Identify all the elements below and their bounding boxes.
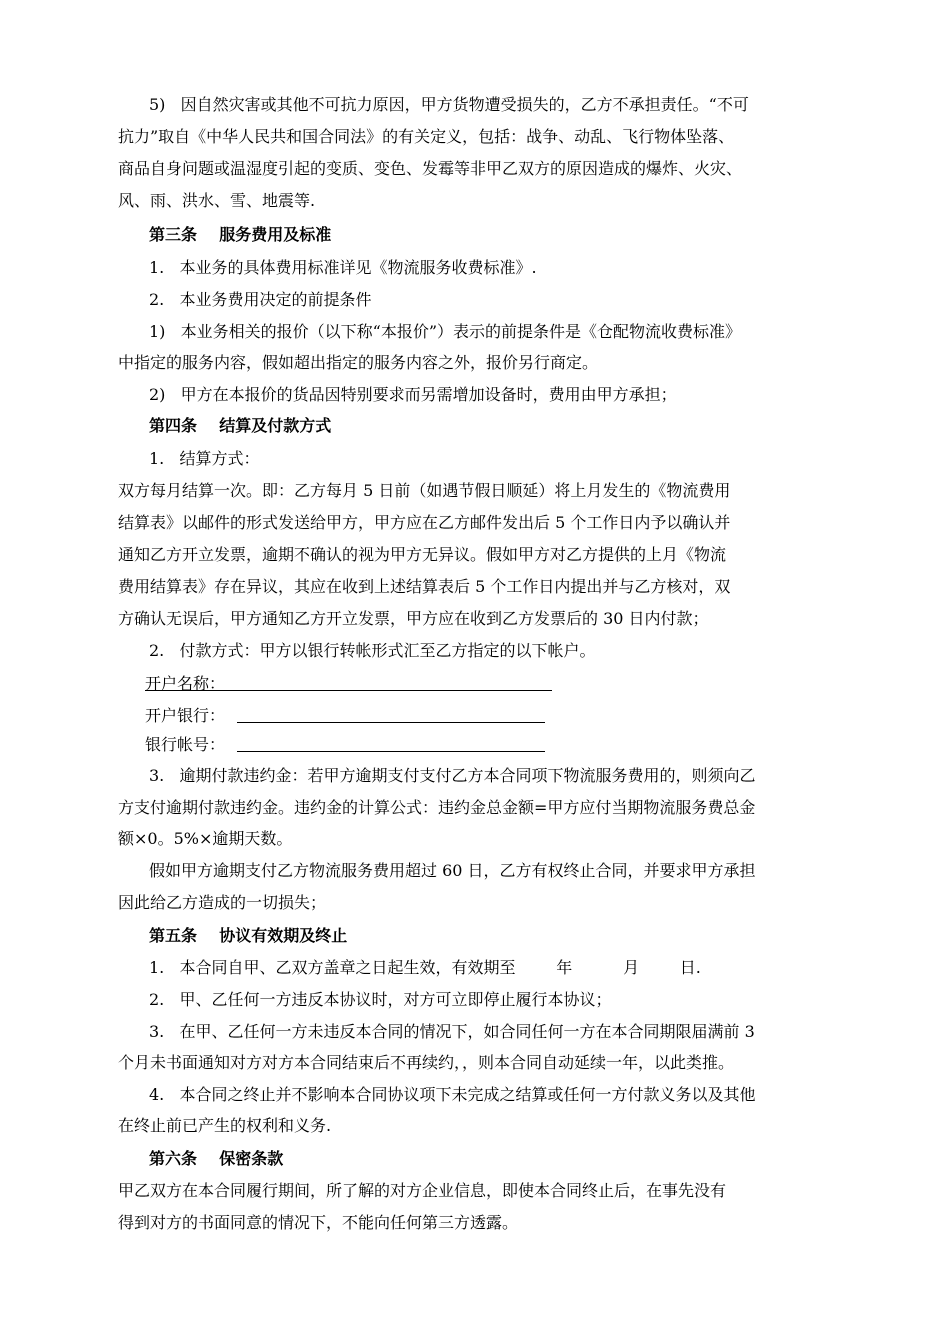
- paragraph-line: 商品自身问题或温湿度引起的变质、变色、发霉等非甲乙双方的原因造成的爆炸、火灾、: [118, 159, 743, 178]
- paragraph-line: 2. 付款方式：甲方以银行转帐形式汇至乙方指定的以下帐户。: [149, 641, 596, 660]
- paragraph-line: 1. 结算方式：: [149, 449, 260, 468]
- paragraph-line: 2) 甲方在本报价的货品因特别要求而另需增加设备时，费用由甲方承担；: [149, 385, 677, 404]
- paragraph-line: 在终止前已产生的权利和义务.: [118, 1116, 332, 1135]
- paragraph-line: 风、雨、洪水、雪、地震等.: [118, 191, 316, 210]
- section-heading: 第五条 协议有效期及终止: [149, 926, 348, 945]
- paragraph-line: 2. 本业务费用决定的前提条件: [149, 290, 372, 309]
- paragraph-line: 假如甲方逾期支付乙方物流服务费用超过 60 日，乙方有权终止合同，并要求甲方承担: [149, 861, 756, 880]
- paragraph-line: 3. 逾期付款违约金：若甲方逾期支付支付乙方本合同项下物流服务费用的，则须向乙: [149, 766, 756, 785]
- bank-name-label: 开户银行：: [145, 706, 226, 725]
- paragraph-line: 双方每月结算一次。即：乙方每月 5 日前（如遇节假日顺延）将上月发生的《物流费用: [118, 481, 731, 500]
- paragraph-line: 3. 在甲、乙任何一方未违反本合同的情况下，如合同任何一方在本合同期限届满前 3: [149, 1022, 755, 1041]
- bank-name-field-line: [237, 722, 545, 723]
- paragraph-line: 抗力”取自《中华人民共和国合同法》的有关定义，包括：战争、动乱、飞行物体坠落、: [118, 127, 735, 146]
- paragraph-line: 得到对方的书面同意的情况下，不能向任何第三方透露。: [118, 1213, 519, 1232]
- paragraph-line: 中指定的服务内容，假如超出指定的服务内容之外，报价另行商定。: [118, 353, 599, 372]
- paragraph-line: 1. 本业务的具体费用标准详见《物流服务收费标准》.: [149, 258, 537, 277]
- paragraph-line: 2. 甲、乙任何一方违反本协议时，对方可立即停止履行本协议；: [149, 990, 612, 1009]
- paragraph-line: 方确认无误后，甲方通知乙方开立发票，甲方应在收到乙方发票后的 30 日内付款；: [118, 609, 709, 628]
- paragraph-line: 4. 本合同之终止并不影响本合同协议项下未完成之结算或任何一方付款义务以及其他: [149, 1085, 756, 1104]
- account-number-label: 银行帐号：: [145, 735, 226, 754]
- section-heading: 第三条 服务费用及标准: [149, 225, 332, 244]
- paragraph-line: 甲乙双方在本合同履行期间，所了解的对方企业信息，即使本合同终止后，在事先没有: [118, 1181, 727, 1200]
- paragraph-line: 额×0。5%×逾期天数。: [118, 829, 293, 848]
- paragraph-line: 1. 本合同自甲、乙双方盖章之日起生效，有效期至 年 月 日.: [149, 958, 701, 977]
- paragraph-line: 结算表》以邮件的形式发送给甲方，甲方应在乙方邮件发出后 5 个工作日内予以确认并: [118, 513, 731, 532]
- paragraph-line: 方支付逾期付款违约金。违约金的计算公式：违约金总金额=甲方应付当期物流服务费总金: [118, 798, 756, 817]
- paragraph-line: 通知乙方开立发票，逾期不确认的视为甲方无异议。假如甲方对乙方提供的上月《物流: [118, 545, 727, 564]
- paragraph-line: 费用结算表》存在异议，其应在收到上述结算表后 5 个工作日内提出并与乙方核对，双: [118, 577, 731, 596]
- section-heading: 第四条 结算及付款方式: [149, 416, 332, 435]
- section-heading: 第六条 保密条款: [149, 1149, 284, 1168]
- paragraph-line: 1) 本业务相关的报价（以下称“本报价”）表示的前提条件是《仓配物流收费标准》: [149, 322, 742, 341]
- account-name-label: 开户名称：: [145, 674, 226, 693]
- account-number-field-line: [237, 751, 545, 752]
- account-name-field-line: [145, 690, 552, 691]
- paragraph-line: 5) 因自然灾害或其他不可抗力原因，甲方货物遭受损失的，乙方不承担责任。“不可: [149, 95, 749, 114]
- paragraph-line: 因此给乙方造成的一切损失；: [118, 893, 327, 912]
- paragraph-line: 个月未书面通知对方对方本合同结束后不再续约，，则本合同自动延续一年，以此类推。: [118, 1053, 735, 1072]
